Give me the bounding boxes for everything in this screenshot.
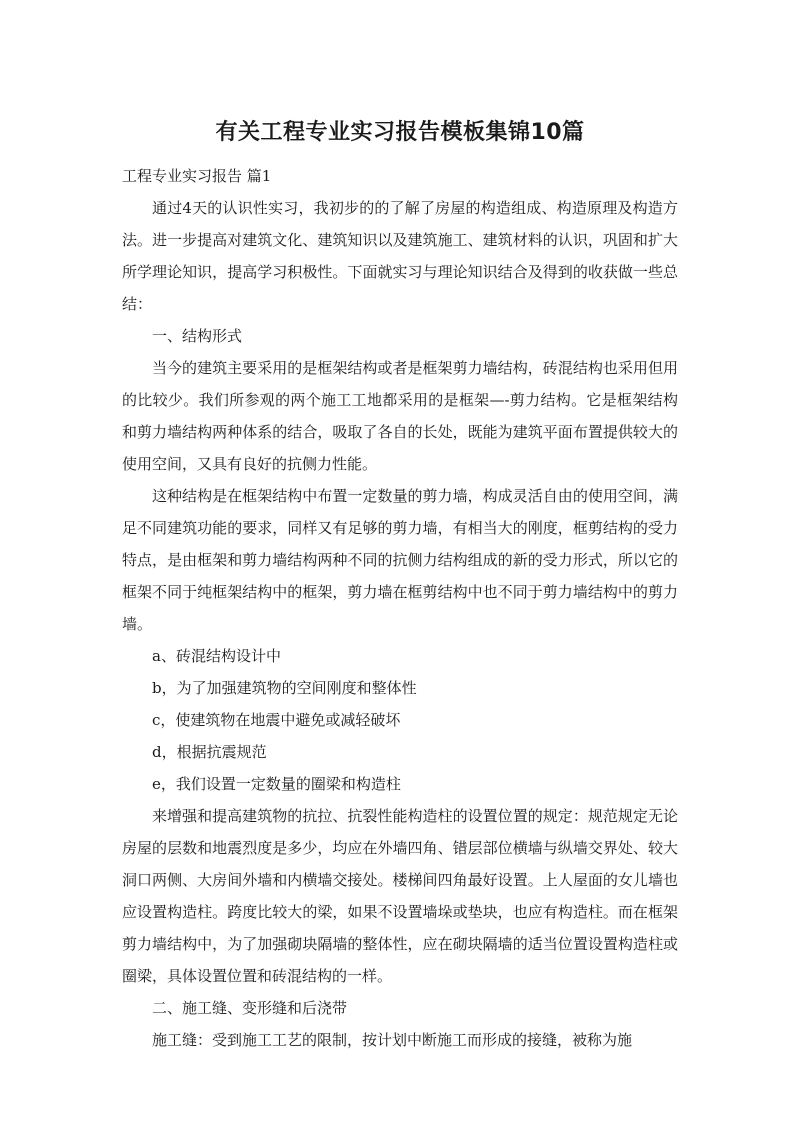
document-title: 有关工程专业实习报告模板集锦10篇 [215, 120, 585, 145]
paragraph: 施工缝：受到施工工艺的限制，按计划中断施工而形成的接缝，被称为施 [152, 1031, 633, 1049]
list-item: b，为了加强建筑物的空间刚度和整体性 [152, 679, 417, 697]
document-body [122, 160, 678, 1056]
list-item: e，我们设置一定数量的圈梁和构造柱 [152, 775, 401, 793]
list-item: d，根据抗震规范 [152, 743, 267, 761]
list-item: c，使建筑物在地震中避免或减轻破坏 [152, 711, 401, 729]
paragraph: 通过4天的认识性实习，我初步的的了解了房屋的构造组成、构造原理及构造方法。进一步提高对建筑文化、建筑知识以及建筑施工、建筑材料的认识，巩固和扩大所学理论知识，提高学习积极性。下面就实习与理论知识结合及得到的收获做一些总结： [122, 199, 678, 313]
list-item: a、砖混结构设计中 [152, 647, 281, 665]
section-subtitle: 工程专业实习报告 篇1 [122, 167, 272, 185]
paragraph: 这种结构是在框架结构中布置一定数量的剪力墙，构成灵活自由的使用空间，满足不同建筑功能的要求，同样又有足够的剪力墙，有相当大的刚度，框剪结构的受力特点，是由框架和剪力墙结构两种不同的抗侧力结构组成的新的受力形式，所以它的框架不同于纯框架结构中的框架，剪力墙在框剪结构中也不同于剪力墙结构中的剪力墙。 [122, 487, 678, 633]
paragraph: 当今的建筑主要采用的是框架结构或者是框架剪力墙结构，砖混结构也采用但用的比较少。我们所参观的两个施工工地都采用的是框架—-剪力结构。它是框架结构和剪力墙结构两种体系的结合，吸取了各自的长处，既能为建筑平面布置提供较大的使用空间，又具有良好的抗侧力性能。 [122, 359, 678, 473]
paragraph: 来增强和提高建筑物的抗拉、抗裂性能构造柱的设置位置的规定：规范规定无论房屋的层数和地震烈度是多少，均应在外墙四角、错层部位横墙与纵墙交界处、较大洞口两侧、大房间外墙和内横墙交接处。楼梯间四角最好设置。上人屋面的女儿墙也应设置构造柱。跨度比较大的梁，如果不设置墙垛或垫块，也应有构造柱。而在框架剪力墙结构中，为了加强砌块隔墙的整体性，应在砌块隔墙的适当位置设置构造柱或圈梁，具体设置位置和砖混结构的一样。 [122, 807, 678, 985]
section-heading: 二、施工缝、变形缝和后浇带 [152, 999, 348, 1017]
section-heading: 一、结构形式 [152, 327, 243, 345]
